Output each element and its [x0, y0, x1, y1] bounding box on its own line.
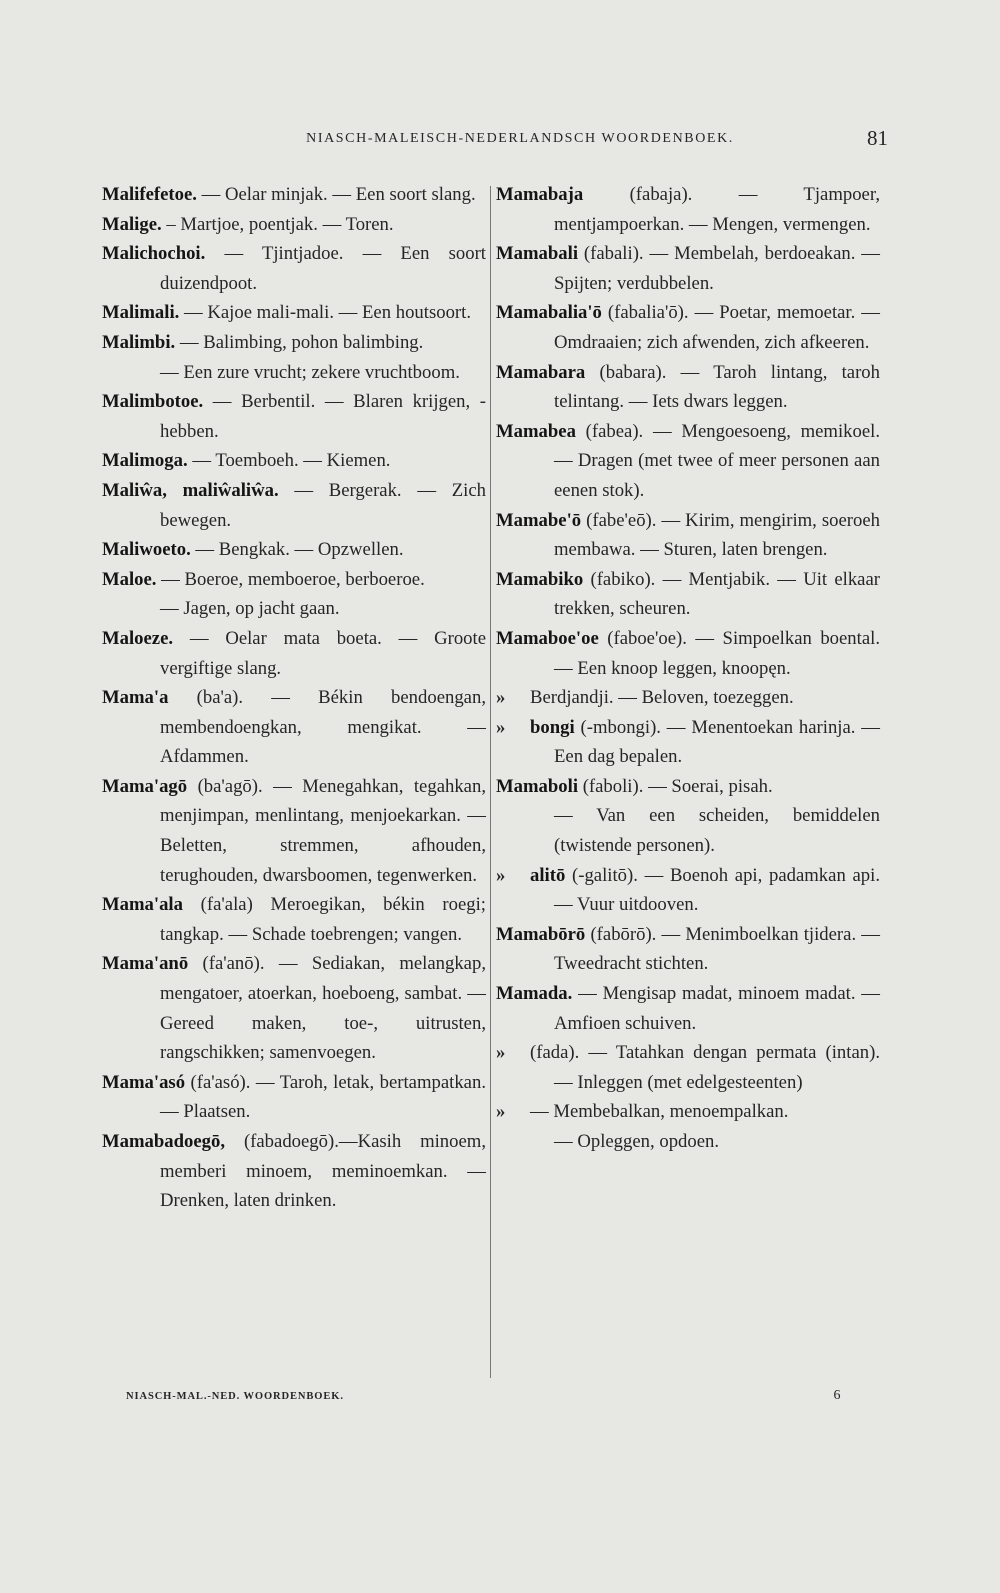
headword: Mamabiko [496, 568, 584, 590]
headword: Malige. [102, 213, 162, 235]
headword: Mamabalia'ō [496, 302, 602, 324]
headword: Mamaboe'oe [496, 627, 599, 649]
dictionary-entry [102, 535, 486, 565]
headword: Mamabaja [496, 184, 584, 205]
ditto-mark: » [496, 864, 506, 886]
dictionary-entry [496, 979, 880, 1038]
dictionary-entry [102, 683, 486, 772]
dictionary-entry [496, 358, 880, 417]
dictionary-entry [496, 713, 880, 772]
headword: Malimbi. [102, 331, 176, 353]
definition-text: (fabe'eō). — Kirim, mengirim, soeroeh membawa. — Sturen, laten brengen. [554, 509, 880, 561]
dictionary-entry [102, 565, 486, 595]
left-column [102, 180, 486, 1216]
headword: Maloe. [102, 568, 157, 590]
headword: Mamabōrō [496, 923, 586, 945]
definition-text: (ba'agō). — Menegahkan, tegahkan, menjimpan, menlintang, menjoekarkan. — Beletten, stremmen, afhouden, terughouden, dwarsboomen, tegenwerken. [160, 775, 486, 886]
definition-text: — Berbentil. — Blaren krijgen, -hebben. [160, 391, 486, 442]
definition-text: (faboe'oe). — Simpoelkan boental. — Een knoop leggen, knoopęn. [554, 627, 880, 679]
definition-text: (fabōrō). — Menimboelkan tjidera. — Tweedracht stichten. [554, 923, 880, 975]
dictionary-entry [496, 920, 880, 979]
ditto-mark: » [496, 1042, 506, 1064]
entry-continuation [496, 1127, 880, 1157]
dictionary-entry [496, 239, 880, 298]
definition-text: — Oelar mata boeta. — Groote vergiftige slang. [160, 627, 486, 679]
dictionary-entry [496, 624, 880, 683]
ditto-mark: » [496, 1101, 506, 1123]
definition-text: (fa'ala) Meroegikan, békin roegi; tangkap. — Schade toebrengen; vangen. [160, 894, 486, 945]
headword: Mama'a [102, 687, 169, 709]
definition-text: (fa'anō). — Sediakan, melangkap, mengatoer, atoerkan, hoeboeng, sambat. — Gereed maken, toe-, uitrusten, rangschikken; samenvoegen. [160, 953, 486, 1064]
footer-signature: NIASCH-MAL.-NED. WOORDENBOEK. [126, 1391, 344, 1402]
page-number: 81 [867, 126, 888, 150]
dictionary-entry [496, 417, 880, 506]
definition-text: — Een zure vrucht; zekere vruchtboom. [160, 361, 460, 383]
definition-text: — Jagen, op jacht gaan. [160, 598, 340, 620]
headword: Mamabea [496, 420, 576, 442]
entry-continuation [102, 594, 486, 624]
dictionary-entry [102, 446, 486, 476]
right-column [496, 180, 880, 1157]
definition-text: — Bergerak. — Zich bewegen. [160, 479, 487, 531]
definition-text: — Membebalkan, menoempalkan. [530, 1101, 789, 1123]
headword: Mamabara [496, 361, 586, 383]
headword: Mama'asó [102, 1071, 186, 1093]
dictionary-entry [102, 772, 486, 890]
definition-text: (faboli). — Soerai, pisah. [578, 775, 773, 797]
dictionary-entry [496, 683, 880, 713]
headword: Maliŵa, maliŵaliŵa. [102, 479, 279, 501]
definition-text: (ba'a). — Békin bendoengan, membendoengkan, mengikat. — Afdammen. [160, 687, 486, 768]
sheet-number: 6 [833, 1388, 841, 1403]
headword: alitō [530, 864, 566, 886]
dictionary-entry [496, 1097, 880, 1127]
dictionary-entry [496, 1038, 880, 1097]
definition-text: (-mbongi). — Menentoekan harinja. — Een dag bepalen. [554, 716, 880, 768]
headword: Mama'agō [102, 775, 188, 797]
definition-text: — Boeroe, memboeroe, berboeroe. [156, 568, 425, 590]
headword: Mamabadoegō, [102, 1131, 226, 1152]
definition-text: (fabalia'ō). — Poetar, memoetar. — Omdraaien; zich afwenden, zich afkeeren. [554, 302, 880, 353]
definition-text: — Bengkak. — Opzwellen. [190, 539, 404, 561]
dictionary-entry [496, 772, 880, 802]
entry-continuation [496, 801, 880, 860]
definition-text: (fabaja). — Tjampoer, mentjampoerkan. — Mengen, vermengen. [554, 184, 880, 235]
definition-text: (babara). — Taroh lintang, taroh telintang. — Iets dwars leggen. [554, 361, 880, 413]
headword: Mamada. [496, 983, 573, 1005]
definition-text: (fada). — Tatahkan dengan permata (intan). — Inleggen (met edelgesteenten) [530, 1042, 880, 1093]
dictionary-entry [102, 298, 486, 328]
running-header: NIASCH-MALEISCH-NEDERLANDSCH WOORDENBOEK. [306, 131, 734, 146]
definition-text: — Van een scheiden, bemiddelen (twistende personen). [554, 805, 880, 857]
ditto-mark: » [496, 716, 506, 738]
dictionary-entry [102, 949, 486, 1067]
entry-continuation [102, 358, 486, 388]
definition-text: — Oelar minjak. — Een soort slang. [196, 184, 476, 205]
column-divider [490, 186, 491, 1378]
headword: Malimoga. [102, 450, 188, 472]
definition-text: — Toemboeh. — Kiemen. [187, 450, 391, 472]
headword: Maloeze. [102, 627, 174, 649]
dictionary-entry [102, 1068, 486, 1127]
ditto-mark: » [496, 687, 506, 709]
definition-text: — Kajoe mali-mali. — Een houtsoort. [179, 302, 472, 324]
definition-text: — Mengisap madat, minoem madat. — Amfioen schuiven. [554, 983, 880, 1034]
dictionary-entry [496, 565, 880, 624]
dictionary-entry [496, 298, 880, 357]
definition-text: (fabali). — Membelah, berdoeakan. — Spijten; verdubbelen. [554, 243, 880, 294]
headword: Malimali. [102, 302, 180, 324]
dictionary-entry [102, 387, 486, 446]
headword: Mamaboli [496, 775, 579, 797]
headword: bongi [530, 716, 575, 738]
headword: Malifefetoe. [102, 184, 197, 205]
definition-text: (fabea). — Mengoesoeng, memikoel. — Dragen (met twee of meer personen aan eenen stok). [554, 420, 880, 501]
dictionary-entry [496, 506, 880, 565]
definition-text: — Balimbing, pohon balimbing. [175, 331, 424, 353]
dictionary-entry [102, 180, 486, 210]
headword: Mama'anō [102, 953, 189, 975]
dictionary-entry [102, 1127, 486, 1216]
definition-text: — Opleggen, opdoen. [554, 1131, 720, 1152]
headword: Mama'ala [102, 894, 183, 916]
definition-text: — Tjintjadoe. — Een soort duizendpoot. [160, 243, 486, 294]
dictionary-entry [102, 239, 486, 298]
dictionary-entry [102, 328, 486, 358]
definition-text: – Martjoe, poentjak. — Toren. [161, 213, 394, 235]
definition-text: (fabadoegō).—Kasih minoem, memberi minoem, meminoemkan. — Drenken, laten drinken. [160, 1131, 486, 1212]
headword: Malimbotoe. [102, 391, 204, 413]
dictionary-entry [102, 890, 486, 949]
dictionary-entry [496, 180, 880, 239]
headword: Maliwoeto. [102, 539, 191, 561]
headword: Malichochoi. [102, 243, 206, 265]
definition-text: Berdjandji. — Beloven, toezeggen. [530, 687, 794, 709]
definition-text: (fa'asó). — Taroh, letak, bertampatkan. — Plaatsen. [160, 1071, 486, 1123]
headword: Mamabe'ō [496, 509, 582, 531]
dictionary-entry [102, 624, 486, 683]
dictionary-entry [102, 210, 486, 240]
dictionary-entry [496, 861, 880, 920]
headword: Mamabali [496, 243, 579, 265]
dictionary-entry [102, 476, 486, 535]
definition-text: (fabiko). — Mentjabik. — Uit elkaar trekken, scheuren. [554, 568, 880, 620]
definition-text: (-galitō). — Boenoh api, padamkan api. — Vuur uitdooven. [554, 864, 880, 916]
